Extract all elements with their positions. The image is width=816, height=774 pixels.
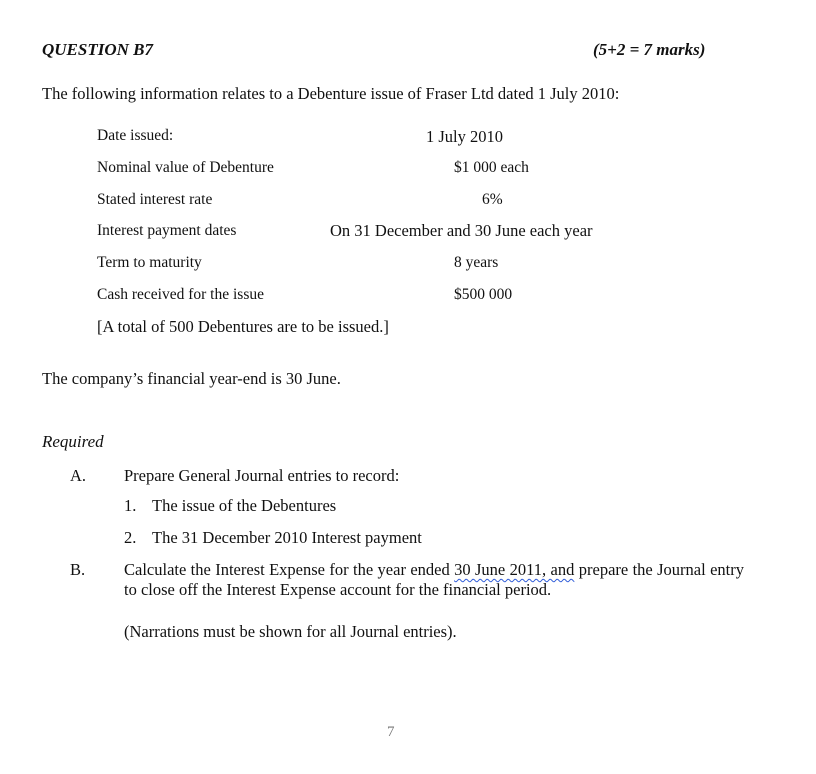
question-title: QUESTION B7 [42, 40, 153, 59]
detail-label-interest-rate: Stated interest rate [97, 191, 213, 208]
part-a-marker: A. [70, 466, 87, 485]
detail-value-nominal-value: $1 000 each [454, 159, 529, 176]
part-b-text-after: prepare the Journal entry to close off the Interest Expense account for the financial period. [124, 560, 744, 599]
year-end-statement: The company’s financial year-end is 30 June. [42, 369, 341, 388]
detail-label-cash-received: Cash received for the issue [97, 286, 264, 303]
subitem-2-num: 2. [124, 528, 137, 547]
detail-value-cash-received: $500 000 [454, 286, 513, 303]
page-number: 7 [387, 724, 395, 740]
detail-label-nominal-value: Nominal value of Debenture [97, 159, 274, 176]
detail-label-payment-dates: Interest payment dates [97, 222, 237, 239]
part-b-text [124, 560, 744, 600]
detail-label-date-issued: Date issued: [97, 127, 174, 144]
detail-label-term: Term to maturity [97, 254, 202, 271]
grammar-flagged-phrase[interactable]: 30 June 2011, and [454, 560, 575, 579]
detail-value-payment-dates: On 31 December and 30 June each year [330, 221, 593, 240]
subitem-1-num: 1. [124, 496, 137, 515]
narration-note: (Narrations must be shown for all Journal entries). [124, 622, 457, 641]
part-b-marker: B. [70, 560, 86, 579]
question-intro: The following information relates to a Debenture issue of Fraser Ltd dated 1 July 2010: [42, 84, 620, 103]
detail-value-term: 8 years [454, 254, 499, 271]
required-heading: Required [42, 432, 104, 451]
detail-value-date-issued: 1 July 2010 [426, 127, 504, 146]
detail-value-interest-rate: 6% [482, 191, 503, 208]
issue-note: [A total of 500 Debentures are to be issued.] [97, 317, 389, 336]
part-a-text: Prepare General Journal entries to record: [124, 466, 400, 485]
subitem-1-text: The issue of the Debentures [152, 496, 337, 515]
part-b-text-before: Calculate the Interest Expense for the year ended [124, 560, 455, 579]
question-marks: (5+2 = 7 marks) [593, 40, 706, 59]
subitem-2-text: The 31 December 2010 Interest payment [152, 528, 422, 547]
